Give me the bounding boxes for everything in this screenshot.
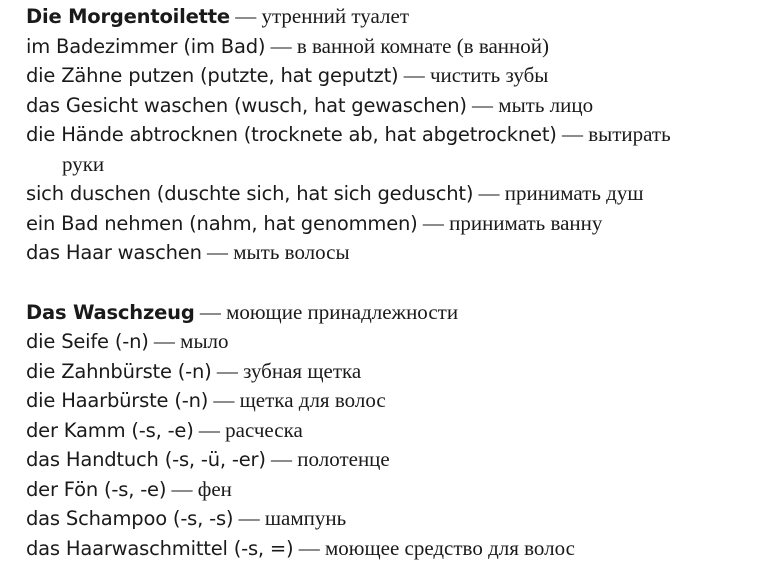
dash: — xyxy=(403,63,425,87)
section-waschzeug xyxy=(26,298,761,564)
entry-german: die Zahnbürste (-n) xyxy=(26,359,212,383)
entry-russian: вытирать xyxy=(588,122,671,146)
entry-german: das Handtuch (-s, -ü, -er) xyxy=(26,448,266,471)
section-heading xyxy=(26,298,761,328)
vocab-entry xyxy=(26,504,761,534)
entry-german: das Gesicht waschen (wusch, hat gewaschen) xyxy=(26,93,467,117)
dash: — xyxy=(561,122,583,146)
vocab-entry xyxy=(26,238,761,268)
dash: — xyxy=(271,447,293,471)
entry-russian: принимать душ xyxy=(504,181,644,205)
dash: — xyxy=(171,476,193,501)
dash: — xyxy=(298,535,320,560)
heading-russian: утренний туалет xyxy=(261,4,410,28)
entry-german: ein Bad nehmen (nahm, hat genommen) xyxy=(26,211,418,235)
entry-russian-continuation: руки xyxy=(62,151,105,176)
dash: — xyxy=(235,4,257,28)
vocab-entry xyxy=(26,327,761,357)
vocab-entry xyxy=(26,475,761,505)
entry-german: die Seife (-n) xyxy=(26,330,149,353)
dash: — xyxy=(207,240,229,264)
entry-russian: фен xyxy=(197,476,232,501)
dash: — xyxy=(213,388,235,412)
entry-russian: мыть волосы xyxy=(233,240,350,264)
vocab-entry xyxy=(26,386,761,416)
dash: — xyxy=(270,33,292,58)
vocab-entry xyxy=(26,91,761,121)
heading-german: Die Morgentoilette xyxy=(26,5,230,28)
entry-russian: моющее средство для волос xyxy=(324,535,575,560)
entry-russian: зубная щетка xyxy=(243,358,362,383)
entry-german: der Fön (-s, -e) xyxy=(26,477,167,501)
entry-russian: в ванной комнате (в ванной) xyxy=(296,33,550,58)
entry-russian: полотенце xyxy=(297,447,390,471)
entry-german: der Kamm (-s, -e) xyxy=(26,418,194,442)
entry-german: die Haarbürste (-n) xyxy=(26,389,209,412)
dash: — xyxy=(238,506,260,530)
entry-german: das Haar waschen xyxy=(26,241,202,264)
entry-russian: мыло xyxy=(180,329,229,353)
vocab-entry xyxy=(26,357,761,387)
vocab-entry xyxy=(26,32,761,62)
entry-german: das Haarwaschmittel (-s, =) xyxy=(26,536,294,560)
section-morgentoilette xyxy=(26,2,761,268)
vocab-entry xyxy=(26,534,761,564)
vocab-entry xyxy=(26,209,761,239)
section-heading xyxy=(26,2,761,32)
dash: — xyxy=(199,299,221,324)
entry-german: im Badezimmer (im Bad) xyxy=(26,34,266,58)
heading-german: Das Waschzeug xyxy=(26,300,195,324)
dash: — xyxy=(472,92,494,117)
entry-russian: чистить зубы xyxy=(429,63,549,87)
vocab-entry xyxy=(26,416,761,446)
entry-german: die Hände abtrocknen (trocknete ab, hat abgetrocknet) xyxy=(26,123,557,146)
vocab-entry xyxy=(26,179,761,209)
vocab-entry xyxy=(26,445,761,475)
dash: — xyxy=(478,181,500,205)
dash: — xyxy=(198,417,220,442)
entry-russian: мыть лицо xyxy=(498,92,594,117)
dash: — xyxy=(216,358,238,383)
vocab-entry xyxy=(26,61,761,91)
dash: — xyxy=(422,210,444,235)
heading-russian: моющие принадлежности xyxy=(226,299,459,324)
entry-russian: щетка для волос xyxy=(239,388,386,412)
entry-german: das Schampoo (-s, -s) xyxy=(26,507,234,530)
entry-russian: шампунь xyxy=(264,506,347,530)
entry-german: die Zähne putzen (putzte, hat geputzt) xyxy=(26,64,399,87)
vocab-entry xyxy=(26,120,738,179)
entry-russian: расческа xyxy=(225,417,303,442)
entry-russian: принимать ванну xyxy=(449,210,603,235)
entry-german: sich duschen (duschte sich, hat sich geduscht) xyxy=(26,182,474,205)
dash: — xyxy=(153,329,175,353)
